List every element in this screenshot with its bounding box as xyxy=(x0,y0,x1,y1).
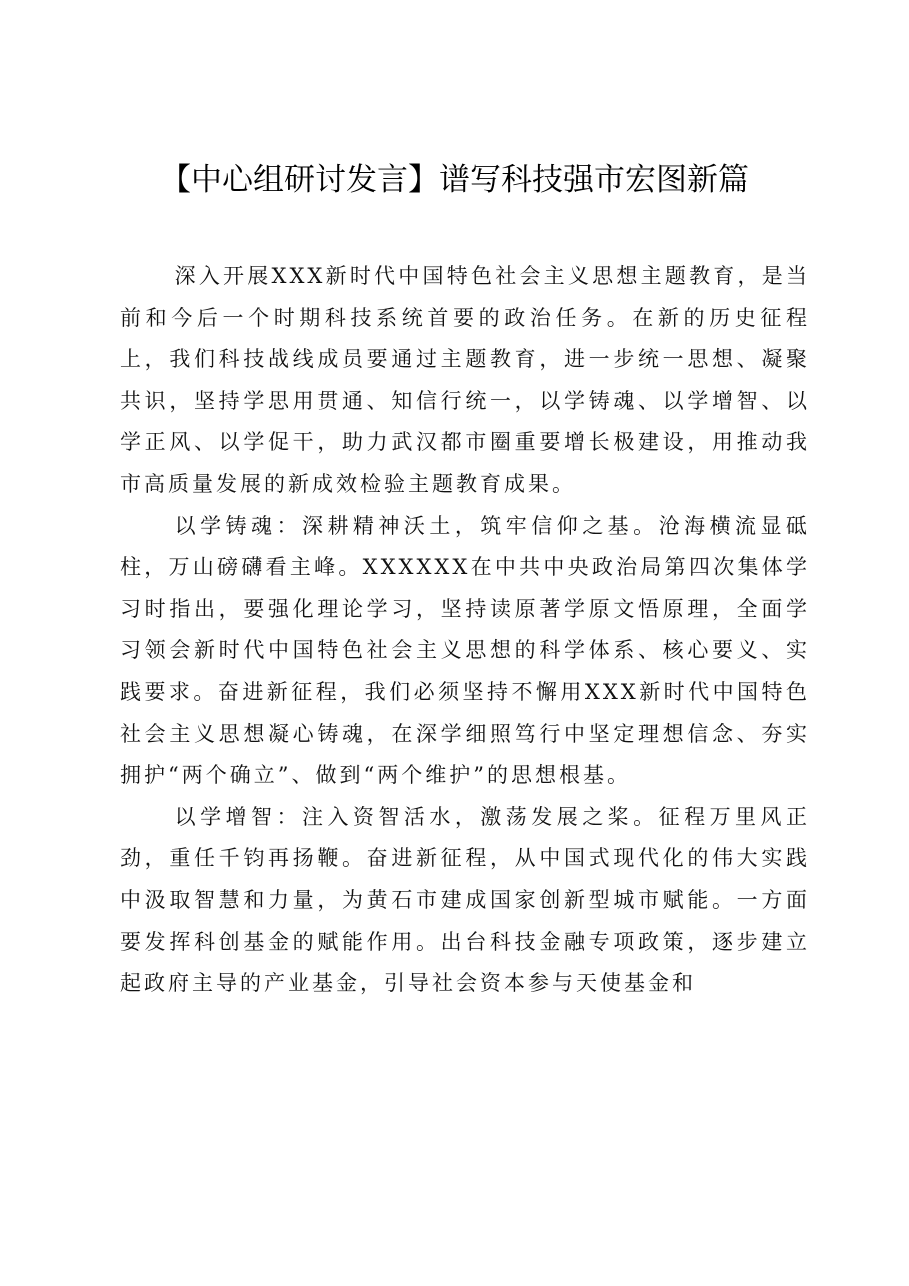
paragraph-1: 深入开展XXX新时代中国特色社会主义思想主题教育，是当前和今后一个时期科技系统首要的政治任务。在新的历史征程上，我们科技战线成员要通过主题教育，进一步统一思想、凝聚共识，坚持学思用贯通、知信行统一，以学铸魂、以学增智、以学正风、以学促干，助力武汉都市圈重要增长极建设，用推动我市高质量发展的新成效检验主题教育成果。 xyxy=(120,264,810,496)
paragraph-3: 以学增智：注入资智活水，激荡发展之桨。征程万里风正劲，重任千钧再扬鞭。奋进新征程，从中国式现代化的伟大实践中汲取智慧和力量，为黄石市建成国家创新型城市赋能。一方面要发挥科创基金的赋能作用。出台科技金融专项政策，逐步建立起政府主导的产业基金，引导社会资本参与天使基金和 xyxy=(120,804,810,996)
document-title: 【中心组研讨发言】谱写科技强市宏图新篇 xyxy=(160,162,749,198)
document-body xyxy=(120,256,810,1005)
paragraph-2: 以学铸魂：深耕精神沃土，筑牢信仰之基。沧海横流显砥柱，万山磅礴看主峰。XXXXXX在中共中央政治局第四次集体学习时指出，要强化理论学习，坚持读原著学原文悟原理，全面学习领会新时代中国特色社会主义思想的科学体系、核心要义、实践要求。奋进新征程，我们必须坚持不懈用XXX新时代中国特色社会主义思想凝心铸魂，在深学细照笃行中坚定理想信念、夯实拥护“两个确立”、做到“两个维护”的思想根基。 xyxy=(120,513,810,788)
